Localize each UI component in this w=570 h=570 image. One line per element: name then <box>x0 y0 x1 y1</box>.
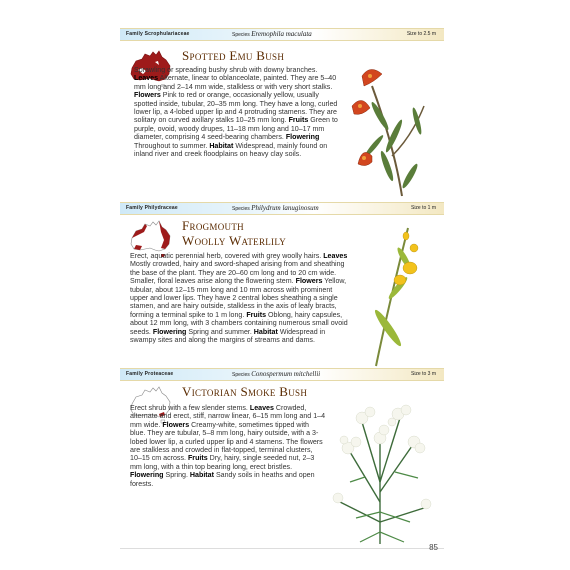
size-label: Size to 1 m <box>410 205 436 211</box>
species-card-spotted-emu-bush <box>120 28 444 206</box>
card-header <box>120 28 444 41</box>
species-description: Erect shrub with a few slender stems. Leaves Crowded, alternate and erect, stiff, narrow linear, 6–15 mm long and 1–4 mm wide. Flowers Creamy-white, sometimes tipped with blue. They are tubular, 5–8 mm long, hairy outside, with a 3-lobed lower lip, a curled upper lip and 4 stamens. The flowers are stalkless and crowded in flat-topped, terminal clusters, 10–15 cm across. Fruits Dry, hairy, single seeded nut, 2–3 mm long, with a thin top bearing long, erect bristles. Flowering Spring. Habitat Sandy soils in heaths and open forests. <box>130 404 326 488</box>
species-field: Species Philydrum lanuginosum <box>232 204 319 212</box>
family-field: Family Proteaceae <box>126 371 174 377</box>
family-name: Proteaceae <box>144 371 174 377</box>
species-title: Spotted Emu Bush <box>182 48 285 63</box>
family-name: Philydraceae <box>144 205 178 211</box>
species-card-victorian-smoke-bush <box>120 368 444 549</box>
species-description: Sprawling or spreading bushy shrub with downy branches. Leaves Alternate, linear to oblanceolate, painted. They are 5–40 mm long and 2–14 mm wide, stalkless or with very short stalks. Flowers Pink to red or orange, occasionally yellow, usually spotted inside, tubular, 20–35 mm long. They have a long, curled lower lip, a 4-lobed upper lip and 4 protruding stamens. They are solitary on curved axillary stalks 10–25 mm long. Fruits Green to purple, ovoid, woody drupes, 11–18 mm long and 10–17 mm diameter, comprising 4 seed-bearing chambers. Flowering Throughout to summer. Habitat Widespread, mainly found on inland river and creek floodplains on heavy clay soils. <box>134 66 338 159</box>
species-title-line1: Frogmouth <box>182 218 244 233</box>
species-name: Eremophila maculata <box>251 30 312 38</box>
size-label: Size to 3 m <box>410 371 436 377</box>
species-field: Species Conospermum mitchellii <box>232 370 321 378</box>
species-name: Conospermum mitchellii <box>251 370 321 378</box>
family-name: Scrophulariaceae <box>144 31 190 37</box>
frogmouth-illustration <box>348 218 440 368</box>
species-title <box>182 218 286 248</box>
species-name: Philydrum lanuginosum <box>251 204 319 212</box>
card-header <box>120 368 444 381</box>
spotted-emu-bush-illustration <box>332 46 440 204</box>
family-field: Family Scrophulariaceae <box>126 31 190 37</box>
card-header <box>120 202 444 215</box>
victorian-smoke-bush-illustration <box>320 382 442 546</box>
page-number: 85 <box>429 543 438 552</box>
species-card-frogmouth <box>120 202 444 371</box>
species-description: Erect, aquatic perennial herb, covered with grey woolly hairs. Leaves Mostly crowded, hairy and sword-shaped arising from and sheathing the base of the plant. They are 20–60 cm long and to 20 cm wide. Smaller, floral leaves arise along the flowering stem. Flowers Yellow, tubular, about 12–15 mm long and 10 mm across with prominent upper and lower lips. They have 2 central lobes sheathing a single stamen, and are hairy outside, stalkless in the axis of leafy bracts, forming a terminal spike to 1 m long. Fruits Oblong, hairy capsules, about 12 mm long, with 3 chambers containing numerous small ovoid seeds. Flowering Spring and summer. Habitat Widespread in swampy sites and along the margins of streams and dams. <box>130 252 348 345</box>
species-field: Species Eremophila maculata <box>232 30 312 38</box>
species-title: Victorian Smoke Bush <box>182 384 308 399</box>
field-guide-page <box>120 22 444 552</box>
family-field: Family Philydraceae <box>126 205 178 211</box>
species-title-line2: Woolly Waterlily <box>182 233 287 248</box>
size-label: Size to 2.5 m <box>406 31 436 37</box>
